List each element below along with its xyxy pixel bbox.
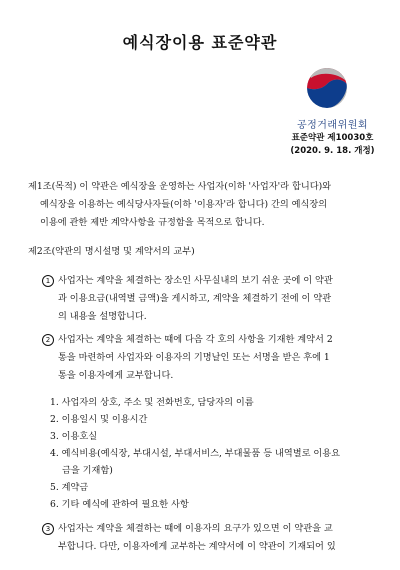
para2-line: 통을 이용자에게 교부합니다. (58, 370, 174, 381)
article1-line: 예식장을 이용하는 예식당사자들(이하 '이용자'라 합니다) 간의 예식장의 (40, 199, 328, 210)
list-item: 2. 이용일시 및 이용시간 (50, 414, 148, 425)
document-title: 예식장이용 표준약관 (122, 33, 278, 52)
article2-heading: 제2조(약관의 명시설명 및 계약서의 교부) (28, 246, 195, 257)
para2-line: 통을 마련하여 사업자와 이용자의 기명날인 또는 서명을 받은 후에 1 (58, 352, 330, 363)
clause-number: 표준약관 제10030호 (291, 133, 374, 143)
para3-line: 부합니다. 다만, 이용자에게 교부하는 계약서에 이 약관이 기재되어 있 (58, 541, 336, 552)
issuer-name: 공정거래위원회 (296, 120, 369, 131)
list-item: 4. 예식비용(예식장, 부대시설, 부대서비스, 부대물품 등 내역별로 이용요 (50, 448, 341, 459)
article1-line: 이용에 관한 제반 계약사항을 규정함을 목적으로 합니다. (40, 217, 265, 228)
para3-line: 사업자는 계약을 체결하는 때에 이용자의 요구가 있으면 이 약관을 교 (58, 523, 333, 534)
para2-line: 사업자는 계약을 체결하는 때에 다음 각 호의 사항을 기재한 계약서 2 (58, 334, 333, 345)
article1-line: 제1조(목적) 이 약관은 예식장을 운영하는 사업자(이하 '사업자'라 합니다)와 (28, 181, 332, 192)
para1-line: 의 내용을 설명합니다. (58, 311, 147, 322)
paragraph-number-circle: 3 (42, 523, 54, 535)
list-item: 6. 기타 예식에 관하여 필요한 사항 (50, 499, 189, 510)
list-item: 3. 이용호실 (50, 431, 98, 442)
article2-para2 (42, 331, 333, 348)
government-emblem-icon (305, 66, 349, 110)
para1-line: 과 이용요금(내역별 금액)을 게시하고, 계약을 체결하기 전에 이 약관 (58, 293, 332, 304)
para1-line: 사업자는 계약을 체결하는 장소인 사무실내의 보기 쉬운 곳에 이 약관 (58, 275, 333, 286)
paragraph-number-circle: 2 (42, 334, 54, 346)
article2-para1 (42, 272, 333, 289)
list-item-continuation: 금을 기재함) (62, 465, 113, 476)
list-item: 1. 사업자의 상호, 주소 및 전화번호, 담당자의 이름 (50, 397, 254, 408)
article2-para3 (42, 520, 333, 537)
list-item: 5. 계약금 (50, 482, 89, 493)
revision-date: (2020. 9. 18. 개정) (290, 146, 375, 156)
paragraph-number-circle: 1 (42, 275, 54, 287)
